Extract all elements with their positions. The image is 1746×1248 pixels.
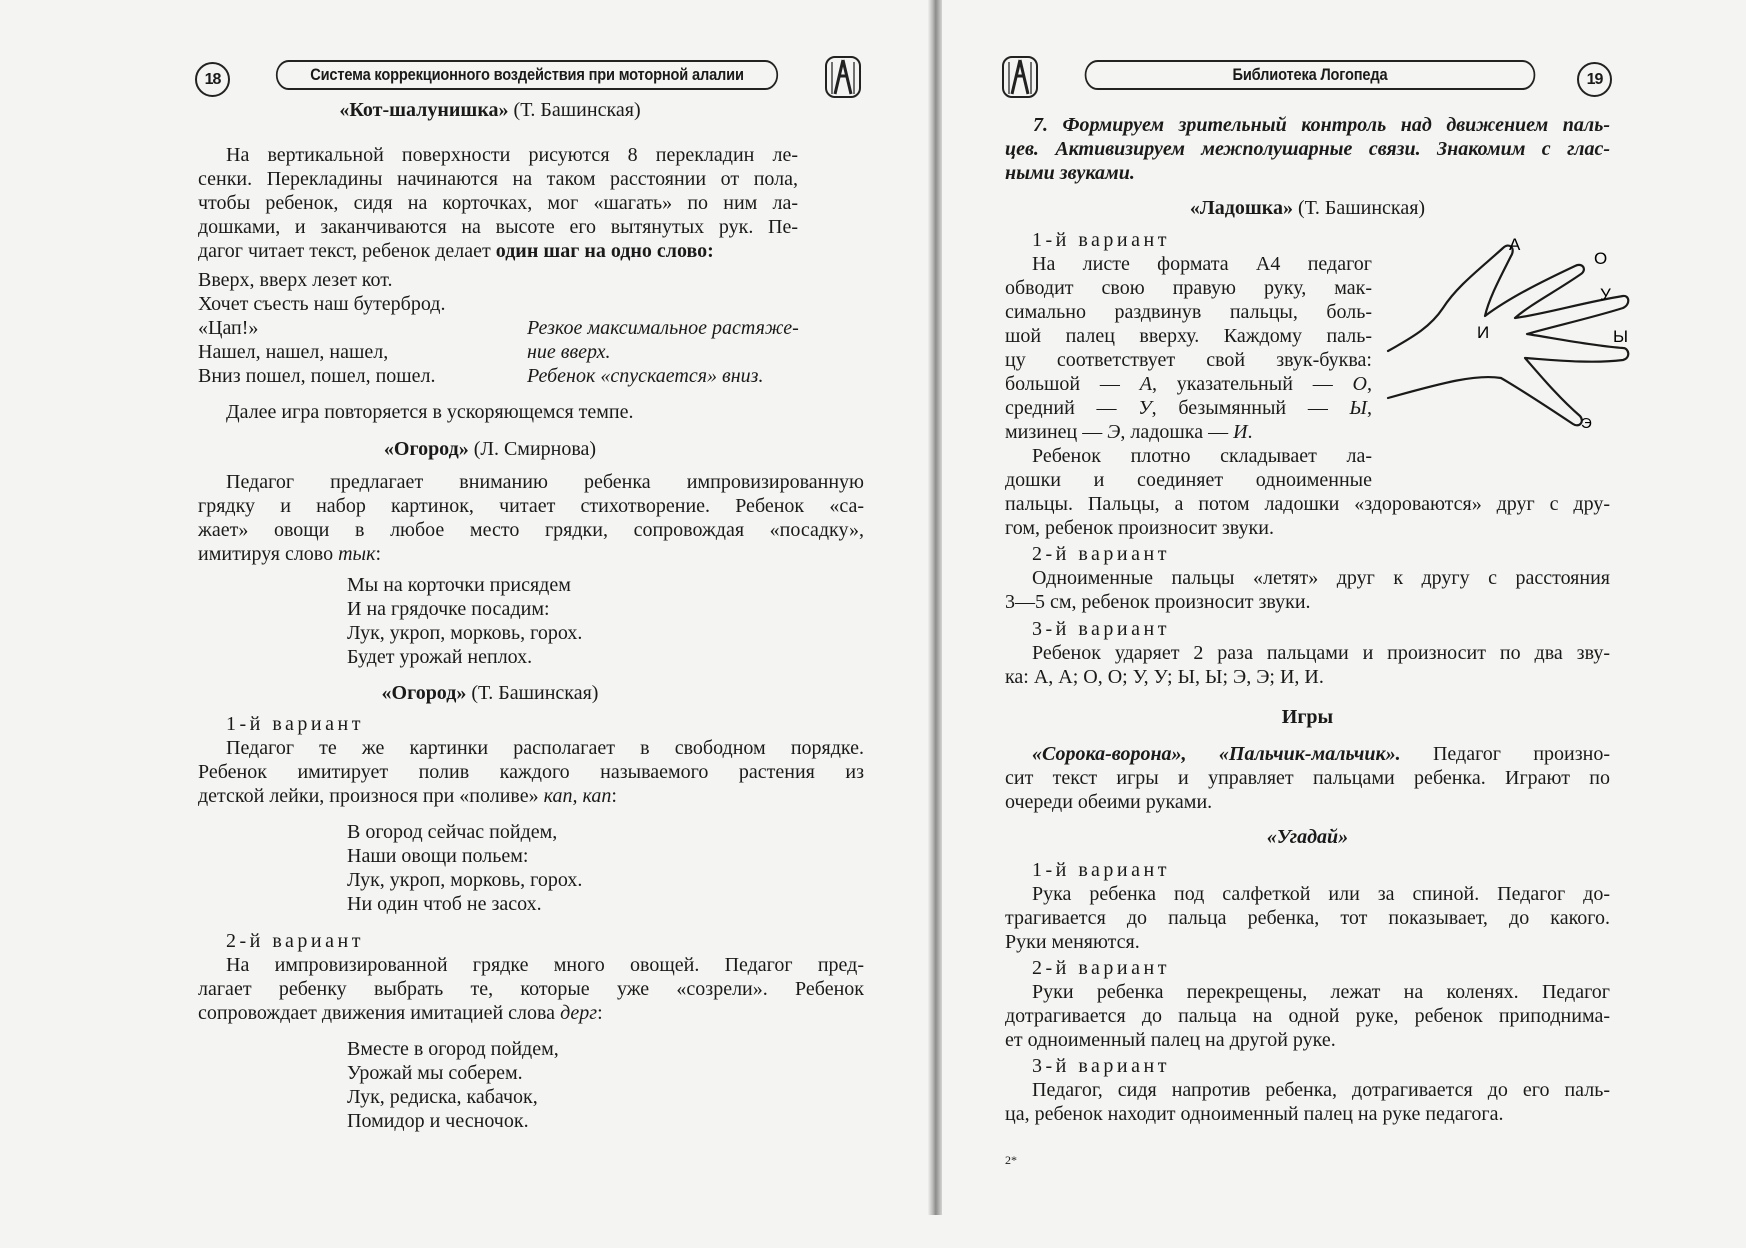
text-line: очереди обеими руками. — [1005, 791, 1213, 813]
text-line — [1005, 396, 1372, 420]
paragraph — [1005, 252, 1372, 492]
text-line: сит текст игры и управляет пальцами ребенка. Играют по — [1005, 767, 1610, 789]
text-line: Одноименные пальцы «летят» друг к другу с расстояния — [1032, 567, 1610, 589]
left-running-title: Система коррекционного воздействия при моторной алалии — [276, 60, 778, 90]
left-running-header — [195, 56, 870, 98]
text-line — [198, 239, 798, 263]
poem-line: Ни один чтоб не засох. — [347, 893, 542, 915]
italic-text: тык — [338, 543, 376, 565]
italic-letter: Ы — [1349, 397, 1367, 419]
poem-line: Лук, укроп, морковь, горох. — [347, 622, 583, 644]
text-line — [1005, 742, 1610, 766]
verse-note: Ребенок «спускается» вниз. — [527, 365, 764, 387]
text-line: грядку и набор картинок, читает стихотворение. Ребенок «са- — [198, 495, 864, 517]
text-line — [198, 784, 864, 808]
paragraph — [198, 953, 864, 1025]
text-line — [198, 1001, 864, 1025]
text-line: обводит свою правую руку, мак- — [1005, 277, 1372, 299]
text-line: Педагог, сидя напротив ребенка, дотрагивается до его паль- — [1032, 1079, 1610, 1101]
section-title-name: «Огород» — [383, 438, 469, 460]
text-span: Педагог произно- — [1400, 743, 1610, 765]
text-line: Руки меняются. — [1005, 931, 1140, 953]
text-span: , безымянный — — [1151, 397, 1350, 419]
section-title-name: «Кот-шалунишка» — [339, 99, 509, 121]
verse-line: Хочет съесть наш бутерброд. — [198, 293, 446, 315]
bold-italic-text: «Сорока-ворона», «Пальчик-мальчик». — [1032, 743, 1401, 765]
intro-paragraph — [1005, 113, 1610, 185]
verse-line: «Цап!» — [198, 317, 259, 339]
variant-heading: 1-й вариант — [1032, 229, 1170, 251]
text-line: чтобы ребенок, сидя на корточках, мог «шагать» по ним ла- — [198, 192, 798, 214]
italic-letter: О — [1352, 373, 1367, 395]
section-author: (Т. Башинская) — [513, 99, 641, 121]
bold-text: один шаг на одно слово: — [495, 240, 714, 262]
text-line — [1005, 372, 1372, 396]
poem — [347, 573, 707, 669]
text-line: ет одноименный палец на другой руке. — [1005, 1029, 1336, 1051]
paragraph — [1005, 1078, 1610, 1126]
verse-note: ние вверх. — [527, 341, 611, 363]
hand-outline — [1388, 246, 1628, 426]
italic-letter: А — [1139, 373, 1152, 395]
poem-line: Будет урожай неплох. — [347, 646, 533, 668]
text-span: большой — — [1005, 373, 1140, 395]
italic-letter: Э — [1107, 421, 1121, 443]
poem-line: В огород сейчас пойдем, — [347, 821, 558, 843]
hand-letter-little: Э — [1581, 415, 1592, 432]
italic-text: кап, кап — [543, 785, 612, 807]
hand-letter-thumb: А — [1509, 235, 1521, 254]
paragraph — [198, 143, 798, 263]
verse-notes — [527, 316, 817, 388]
text-line: 3—5 см, ребенок произносит звуки. — [1005, 591, 1311, 613]
section-author: (Т. Башинская) — [1298, 197, 1426, 219]
games-heading: Игры — [1281, 706, 1334, 728]
text-line: ными звуками. — [1005, 162, 1135, 184]
poem-line: Урожай мы соберем. — [347, 1062, 523, 1084]
text-line: дошками, и заканчиваются на высоте его вытянутых рук. Пе- — [198, 216, 798, 238]
italic-letter: И — [1233, 421, 1248, 443]
right-running-header — [1002, 56, 1610, 98]
text-line: дотрагивается до пальца на одной руке, ребенок приподнима- — [1005, 1005, 1610, 1027]
text-line — [198, 542, 864, 566]
text-line: ца, ребенок находит одноименный палец на руке педагога. — [1005, 1103, 1504, 1125]
signature-mark: 2* — [1005, 1153, 1017, 1167]
text-line: 7. Формируем зрительный контроль над движением паль- — [1033, 114, 1610, 136]
text-span: : — [611, 785, 617, 807]
paragraph — [1005, 980, 1610, 1052]
text-line: Руки ребенка перекрещены, лежат на коленях. Педагог — [1032, 981, 1610, 1003]
text-line: симально раздвинув пальцы, боль- — [1005, 301, 1372, 323]
section-title-name: «Огород» — [381, 682, 467, 704]
hand-letter-index: О — [1594, 249, 1608, 268]
variant-heading: 1-й вариант — [226, 713, 364, 735]
text-line: трагивается до пальца ребенка, тот показывает, до какого. — [1005, 907, 1610, 929]
poem-line: Лук, редиска, кабачок, — [347, 1086, 538, 1108]
text-line: Ребенок имитирует полив каждого называемого растения из — [198, 761, 864, 783]
section-title — [200, 437, 780, 461]
book-logo-icon — [1002, 56, 1038, 98]
text-span: : — [597, 1002, 603, 1024]
text-span: . — [1247, 421, 1253, 443]
variant-heading: 2-й вариант — [1032, 957, 1170, 979]
text-line: Педагог те же картинки располагает в свободном порядке. — [226, 737, 864, 759]
right-running-title: Библиотека Логопеда — [1085, 60, 1536, 90]
paragraph — [226, 400, 826, 424]
verse-line: Нашел, нашел, нашел, — [198, 341, 389, 363]
section-title-name: «Ладошка» — [1189, 197, 1294, 219]
text-line: жает» овощи в любое место грядки, сопровождая «посадку», — [198, 519, 864, 541]
book-logo-icon — [825, 56, 861, 98]
text-span: детской лейки, произнося при «поливе» — [198, 785, 544, 807]
text-span: : — [375, 543, 382, 565]
italic-text: дерг — [560, 1002, 598, 1024]
variant-heading: 2-й вариант — [1032, 543, 1170, 565]
poem-line: Лук, укроп, морковь, горох. — [347, 869, 583, 891]
hand-outline-figure — [1385, 235, 1629, 460]
paragraph — [1005, 641, 1610, 689]
text-line: Ребенок ударяет 2 раза пальцами и произносит по два зву- — [1032, 642, 1610, 664]
verse-line: Вверх, вверх лезет кот. — [198, 269, 393, 291]
right-page-number: 19 — [1577, 62, 1612, 97]
hand-letter-middle: У — [1600, 285, 1611, 304]
poem — [347, 820, 707, 916]
paragraph — [198, 736, 864, 808]
text-line: На листе формата А4 педагог — [1032, 253, 1372, 275]
text-line: цев. Активизируем межполушарные связи. Знакомим с глас- — [1005, 138, 1610, 160]
text-span: мизинец — — [1005, 421, 1108, 443]
right-page — [935, 0, 1746, 1248]
text-line: пальцы. Пальцы, а потом ладошки «здороваются» друг с дру- — [1005, 493, 1610, 515]
text-span: сопровождает движения имитацией слова — [198, 1002, 561, 1024]
poem-line: Мы на корточки присядем — [347, 574, 571, 596]
poem-line: Вместе в огород пойдем, — [347, 1038, 559, 1060]
variant-heading: 2-й вариант — [226, 930, 364, 952]
text-span: дагог читает текст, ребенок делает — [198, 240, 496, 262]
text-span: средний — — [1005, 397, 1139, 419]
section-title — [1005, 196, 1610, 220]
text-span: , ладошка — — [1120, 421, 1234, 443]
text-line — [1005, 420, 1372, 444]
italic-letter: У — [1138, 397, 1152, 419]
paragraph — [1005, 882, 1610, 954]
text-line: цу соответствует свой звук-буква: — [1005, 349, 1372, 371]
verse-line: Вниз пошел, пошел, пошел. — [198, 365, 436, 387]
text-line: ка: А, А; О, О; У, У; Ы, Ы; Э, Э; И, И. — [1005, 666, 1324, 688]
text-line: На импровизированной грядке много овощей. Педагог пред- — [226, 954, 864, 976]
paragraph — [1005, 492, 1610, 540]
verse-text — [198, 268, 518, 388]
text-span: имитируя слово — [198, 543, 339, 565]
text-line: дошки и соединяет одноименные — [1005, 469, 1372, 491]
paragraph — [1005, 566, 1610, 614]
variant-heading: 3-й вариант — [1032, 618, 1170, 640]
hand-letter-palm: И — [1477, 323, 1490, 342]
text-line: Педагог предлагает вниманию ребенка импровизированную — [226, 471, 864, 493]
text-line: Рука ребенка под салфеткой или за спиной. Педагог до- — [1032, 883, 1610, 905]
variant-heading: 3-й вариант — [1032, 1055, 1170, 1077]
text-span: , — [1367, 397, 1372, 419]
poem — [347, 1037, 707, 1133]
paragraph — [1005, 742, 1610, 814]
text-line: На вертикальной поверхности рисуются 8 перекладин ле- — [226, 144, 798, 166]
section-author: (Т. Башинская) — [471, 682, 599, 704]
section-title — [200, 98, 780, 122]
text-line: лагает ребенку выбрать те, которые уже «созрели». Ребенок — [198, 978, 864, 1000]
text-line: Ребенок плотно складывает ла- — [1032, 445, 1372, 467]
variant-heading: 1-й вариант — [1032, 859, 1170, 881]
paragraph — [198, 470, 864, 566]
text-span: , указательный — — [1151, 373, 1353, 395]
hand-letter-ring: Ы — [1613, 327, 1629, 346]
text-line: Далее игра повторяется в ускоряющемся темпе. — [226, 401, 634, 423]
text-line: шой палец вверху. Каждому паль- — [1005, 325, 1372, 347]
poem-line: И на грядочке посадим: — [347, 598, 550, 620]
section-author: (Л. Смирнова) — [473, 438, 597, 460]
left-page-number: 18 — [195, 62, 230, 97]
section-title: «Угадай» — [1266, 826, 1349, 848]
poem-line: Помидор и чесночок. — [347, 1110, 529, 1132]
section-title — [200, 681, 780, 705]
verse-note: Резкое максимальное растяже- — [527, 317, 799, 339]
text-span: , — [1366, 373, 1372, 395]
text-line: сенки. Перекладины начинаются на таком расстоянии от пола, — [198, 168, 798, 190]
poem-line: Наши овощи польем: — [347, 845, 529, 867]
text-line: гом, ребенок произносит звуки. — [1005, 517, 1274, 539]
